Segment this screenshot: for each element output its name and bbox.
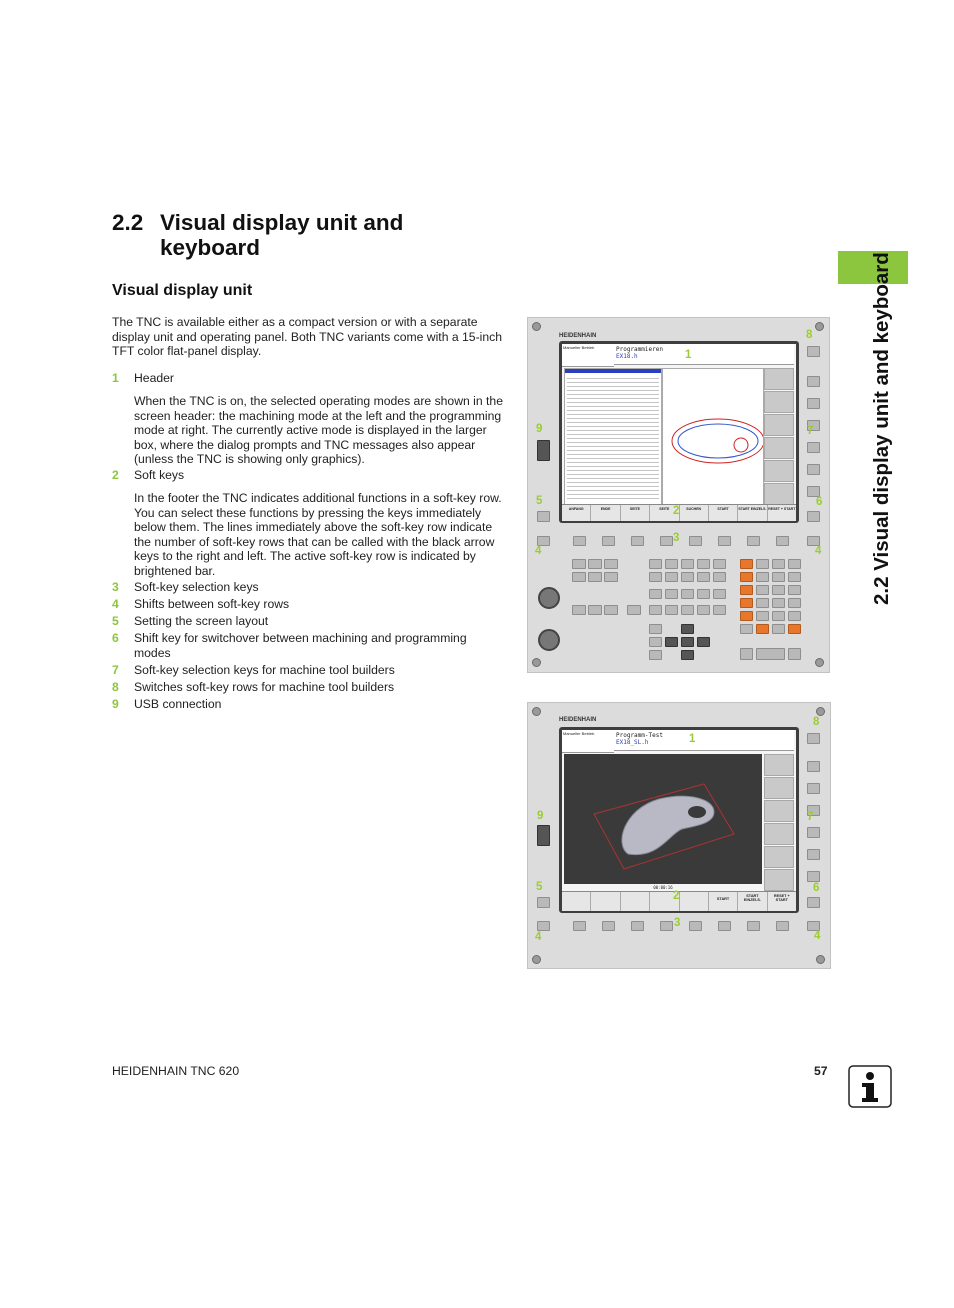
vertical-softkey[interactable] — [764, 483, 794, 505]
panel-key[interactable] — [697, 572, 710, 582]
oem-softkey[interactable] — [807, 376, 820, 387]
figure-display-unit — [527, 702, 831, 969]
section-number: 2.2 — [112, 210, 144, 235]
info-icon-svg — [848, 1065, 892, 1108]
panel-key[interactable] — [713, 605, 726, 615]
legend-label-5: Setting the screen layout — [134, 614, 269, 628]
softkey-start-single[interactable]: START EINZELS. — [738, 505, 767, 521]
softkey-select-key[interactable] — [747, 536, 760, 546]
panel-key[interactable] — [649, 624, 662, 634]
numeric-key[interactable] — [788, 559, 801, 569]
softkey-select-key[interactable] — [660, 921, 673, 931]
panel-key[interactable] — [588, 559, 602, 569]
callout-3: 3 — [674, 917, 681, 929]
mode-left: Manueller Betrieb — [562, 344, 614, 367]
callout-2: 2 — [673, 890, 680, 902]
monitor-screen — [562, 344, 796, 520]
panel-key[interactable] — [649, 637, 662, 647]
axis-key[interactable] — [788, 624, 801, 634]
numeric-key[interactable] — [788, 572, 801, 582]
monitor-frame — [559, 727, 799, 913]
axis-key[interactable] — [740, 585, 753, 595]
oem-row-switch-key[interactable] — [807, 346, 820, 357]
screw-icon — [532, 955, 541, 964]
vertical-softkeys — [764, 368, 794, 503]
callout-7: 7 — [807, 425, 814, 437]
panel-key[interactable] — [665, 572, 678, 582]
legend-num-4: 4 — [112, 597, 119, 611]
monitor-screen — [562, 730, 796, 910]
softkey-select-key[interactable] — [718, 536, 731, 546]
legend-num-9: 9 — [112, 697, 119, 711]
legend-num-7: 7 — [112, 663, 119, 677]
vertical-softkeys — [764, 754, 794, 889]
screw-icon — [815, 322, 824, 331]
figure-control-panel — [527, 317, 830, 673]
axis-key[interactable] — [740, 598, 753, 608]
callout-2: 2 — [673, 505, 680, 517]
panel-key[interactable] — [713, 559, 726, 569]
softkey-select-key[interactable] — [573, 921, 586, 931]
legend-num-1: 1 — [112, 371, 119, 385]
mode-shift-key[interactable] — [807, 897, 820, 908]
panel-key[interactable] — [572, 605, 586, 615]
softkey-empty[interactable] — [680, 892, 709, 911]
header-active-mode — [614, 730, 794, 751]
callout-6: 6 — [816, 496, 823, 508]
workpiece-hole — [688, 806, 706, 818]
numeric-key[interactable] — [772, 611, 785, 621]
numeric-key[interactable] — [756, 559, 769, 569]
legend-label-7: Soft-key selection keys for machine tool builders — [134, 663, 395, 677]
callout-5: 5 — [536, 495, 543, 507]
callout-8: 8 — [813, 716, 820, 728]
legend-desc-1: When the TNC is on, the selected operating modes are shown in the screen header: the machining mode at the left and the programming mode at right. The currently active mode is displayed in the larger box, where the dialog prompts and TNC messages also appear (unless the TNC is showing only graphics). — [134, 394, 503, 466]
mode-left: Manueller Betrieb — [562, 730, 614, 753]
softkey-select-key[interactable] — [602, 921, 615, 931]
softkey-view-2[interactable] — [591, 892, 620, 911]
callout-6: 6 — [813, 882, 820, 894]
vertical-softkey[interactable] — [764, 414, 794, 436]
listing-highlight — [565, 369, 661, 373]
screw-icon — [532, 707, 541, 716]
contour-outline — [672, 419, 763, 463]
panel-key[interactable] — [665, 637, 678, 647]
usb-port[interactable] — [537, 825, 550, 846]
callout-4-left: 4 — [535, 545, 542, 557]
panel-key[interactable] — [604, 605, 618, 615]
contour-path — [678, 424, 758, 458]
workpiece-part — [622, 796, 714, 854]
callout-8: 8 — [806, 329, 813, 341]
subsection-title: Visual display unit — [112, 282, 253, 299]
panel-key[interactable] — [681, 637, 694, 647]
monitor-frame — [559, 341, 799, 523]
legend-num-2: 2 — [112, 468, 119, 482]
mode-shift-key[interactable] — [807, 511, 820, 522]
panel-key[interactable] — [788, 648, 801, 660]
panel-key[interactable] — [697, 559, 710, 569]
legend-label-3: Soft-key selection keys — [134, 580, 259, 594]
screw-icon — [816, 955, 825, 964]
vertical-softkey[interactable] — [764, 800, 794, 822]
vertical-softkey[interactable] — [764, 368, 794, 390]
axis-key[interactable] — [756, 624, 769, 634]
contour-graphic — [662, 368, 764, 505]
panel-key[interactable] — [697, 605, 710, 615]
panel-key[interactable] — [681, 624, 694, 634]
numeric-key[interactable] — [740, 624, 753, 634]
softkey-page-up[interactable]: SEITE — [621, 505, 650, 521]
legend-num-6: 6 — [112, 631, 119, 645]
panel-key[interactable] — [713, 572, 726, 582]
oem-softkey[interactable] — [807, 761, 820, 772]
panel-key[interactable] — [665, 589, 678, 599]
panel-key[interactable] — [697, 589, 710, 599]
softkey-select-key[interactable] — [631, 921, 644, 931]
callout-7: 7 — [807, 811, 814, 823]
numeric-key[interactable] — [772, 585, 785, 595]
vertical-softkey[interactable] — [764, 869, 794, 891]
panel-key[interactable] — [740, 648, 753, 660]
screw-icon — [816, 707, 825, 716]
legend-label-9: USB connection — [134, 697, 222, 711]
softkey-select-key[interactable] — [747, 921, 760, 931]
panel-key[interactable] — [649, 559, 662, 569]
softkey-select-key[interactable] — [602, 536, 615, 546]
contour-svg — [663, 369, 763, 504]
panel-key[interactable] — [697, 637, 710, 647]
vertical-softkey[interactable] — [764, 777, 794, 799]
legend-label-4: Shifts between soft-key rows — [134, 597, 290, 611]
panel-key[interactable] — [627, 605, 641, 615]
panel-key[interactable] — [588, 605, 602, 615]
callout-4-right: 4 — [815, 545, 822, 557]
vertical-softkey[interactable] — [764, 437, 794, 459]
screw-icon — [532, 658, 541, 667]
legend-label-2: Soft keys — [134, 468, 185, 482]
panel-key[interactable] — [665, 559, 678, 569]
oem-softkey[interactable] — [807, 442, 820, 453]
oem-softkey[interactable] — [807, 849, 820, 860]
softkey-select-key[interactable] — [660, 536, 673, 546]
panel-key[interactable] — [604, 572, 618, 582]
softkey-reset-start[interactable]: RESET + START — [768, 507, 796, 511]
listing-lines — [567, 375, 659, 499]
page-number: 57 — [814, 1064, 828, 1078]
numeric-key[interactable] — [772, 559, 785, 569]
feed-override-knob[interactable] — [538, 587, 560, 609]
side-running-title — [870, 213, 900, 613]
callout-4-left: 4 — [535, 931, 542, 943]
panel-key[interactable] — [681, 605, 694, 615]
vertical-softkey[interactable] — [764, 754, 794, 776]
program-file: EX18_SL.h — [616, 739, 649, 746]
simulation-svg — [564, 754, 762, 884]
softkey-page-down[interactable]: SEITE — [650, 505, 679, 521]
footer-product: HEIDENHAIN TNC 620 — [112, 1064, 240, 1078]
softkey-view-3[interactable] — [621, 892, 650, 911]
screw-icon — [532, 322, 541, 331]
panel-key[interactable] — [572, 559, 586, 569]
section-title-line2: keyboard — [160, 235, 261, 260]
numeric-key[interactable] — [788, 598, 801, 608]
mode-right: Programmieren — [616, 346, 663, 353]
softkey-start-single[interactable]: START EINZELS. — [738, 892, 767, 911]
vertical-softkey[interactable] — [764, 846, 794, 868]
program-listing — [564, 368, 662, 505]
axis-key[interactable] — [740, 572, 753, 582]
header-active-mode — [614, 344, 794, 365]
section-title-line1: Visual display unit and — [160, 210, 404, 235]
section-heading — [112, 210, 403, 260]
oem-softkey[interactable] — [807, 783, 820, 794]
numeric-key[interactable] — [772, 598, 785, 608]
brand-logo: HEIDENHAIN — [559, 717, 597, 723]
panel-key[interactable] — [681, 559, 694, 569]
softkey-start[interactable]: START — [709, 505, 738, 521]
numeric-key[interactable] — [756, 585, 769, 595]
legend-label-1: Header — [134, 371, 174, 385]
numeric-key[interactable] — [772, 572, 785, 582]
callout-5: 5 — [536, 881, 543, 893]
numeric-key[interactable] — [756, 572, 769, 582]
panel-key[interactable] — [649, 650, 662, 660]
legend-num-8: 8 — [112, 680, 119, 694]
legend-label-8: Switches soft-key rows for machine tool builders — [134, 680, 395, 694]
axis-key[interactable] — [740, 559, 753, 569]
vertical-softkey[interactable] — [764, 823, 794, 845]
numeric-key[interactable] — [756, 598, 769, 608]
softkey-select-key[interactable] — [573, 536, 586, 546]
softkey-begin[interactable]: ANFANG — [562, 505, 591, 521]
legend-num-5: 5 — [112, 614, 119, 628]
panel-key[interactable] — [665, 605, 678, 615]
simulation-time: 00:00:16 — [653, 885, 673, 890]
info-icon — [848, 1065, 892, 1108]
vertical-softkey[interactable] — [764, 391, 794, 413]
spindle-override-knob[interactable] — [538, 629, 560, 651]
oem-softkey[interactable] — [807, 464, 820, 475]
panel-key[interactable] — [604, 559, 618, 569]
oem-softkey[interactable] — [807, 871, 820, 882]
oem-softkey[interactable] — [807, 398, 820, 409]
oem-softkey[interactable] — [807, 827, 820, 838]
panel-key[interactable] — [588, 572, 602, 582]
contour-hole — [734, 438, 748, 452]
numeric-key[interactable] — [788, 611, 801, 621]
screw-icon — [815, 658, 824, 667]
softkey-select-key[interactable] — [776, 536, 789, 546]
callout-3: 3 — [673, 532, 680, 544]
softkey-select-key[interactable] — [776, 921, 789, 931]
mode-right: Programm-Test — [616, 732, 663, 739]
end-key[interactable] — [756, 648, 785, 660]
softkey-search[interactable]: SUCHEN — [680, 505, 709, 521]
numeric-key[interactable] — [756, 611, 769, 621]
panel-key[interactable] — [649, 572, 662, 582]
softkey-select-key[interactable] — [689, 536, 702, 546]
intro-paragraph: The TNC is available either as a compact version or with a separate display unit and operating panel. Both TNC variants come with a 15-inch TFT color flat-panel display. — [112, 315, 502, 358]
vertical-softkey[interactable] — [764, 460, 794, 482]
usb-port[interactable] — [537, 440, 550, 461]
numeric-key[interactable] — [772, 624, 785, 634]
legend-label-6: Shift key for switchover between machining and programming modes — [134, 631, 467, 660]
callout-9: 9 — [536, 423, 543, 435]
softkey-row-left-key[interactable] — [537, 921, 550, 931]
panel-key[interactable] — [572, 572, 586, 582]
softkey-end[interactable]: ENDE — [591, 505, 620, 521]
panel-key[interactable] — [649, 589, 662, 599]
screen-layout-key[interactable] — [537, 897, 550, 908]
panel-key[interactable] — [713, 589, 726, 599]
screen-layout-key[interactable] — [537, 511, 550, 522]
brand-logo: HEIDENHAIN — [559, 333, 597, 339]
softkey-view-1[interactable] — [562, 892, 591, 911]
simulation-graphic — [564, 754, 762, 884]
oem-row-switch-key[interactable] — [807, 733, 820, 744]
softkey-reset-start[interactable]: RESET + START — [773, 894, 790, 902]
panel-key[interactable] — [649, 605, 662, 615]
legend-desc-2: In the footer the TNC indicates additional functions in a soft-key row. You can select these functions by pressing the keys immediately below them. The lines immediately above the soft-key row indicate the number of soft-key rows that can be called with the black arrow keys to the right and left. The active soft-key row is indicated by brightened bar. — [134, 491, 502, 578]
panel-key[interactable] — [681, 589, 694, 599]
legend-num-3: 3 — [112, 580, 119, 594]
callout-1: 1 — [685, 349, 692, 361]
side-running-title-text: 2.2 Visual display unit and keyboard — [870, 252, 893, 605]
softkey-select-key[interactable] — [718, 921, 731, 931]
callout-1: 1 — [689, 733, 696, 745]
softkey-select-key[interactable] — [689, 921, 702, 931]
axis-key[interactable] — [740, 611, 753, 621]
callout-9: 9 — [537, 810, 544, 822]
program-file: EX18.h — [616, 353, 638, 360]
callout-4-right: 4 — [814, 930, 821, 942]
panel-key[interactable] — [681, 650, 694, 660]
panel-key[interactable] — [681, 572, 694, 582]
softkey-start[interactable]: START — [709, 892, 738, 911]
numeric-key[interactable] — [788, 585, 801, 595]
softkey-select-key[interactable] — [631, 536, 644, 546]
